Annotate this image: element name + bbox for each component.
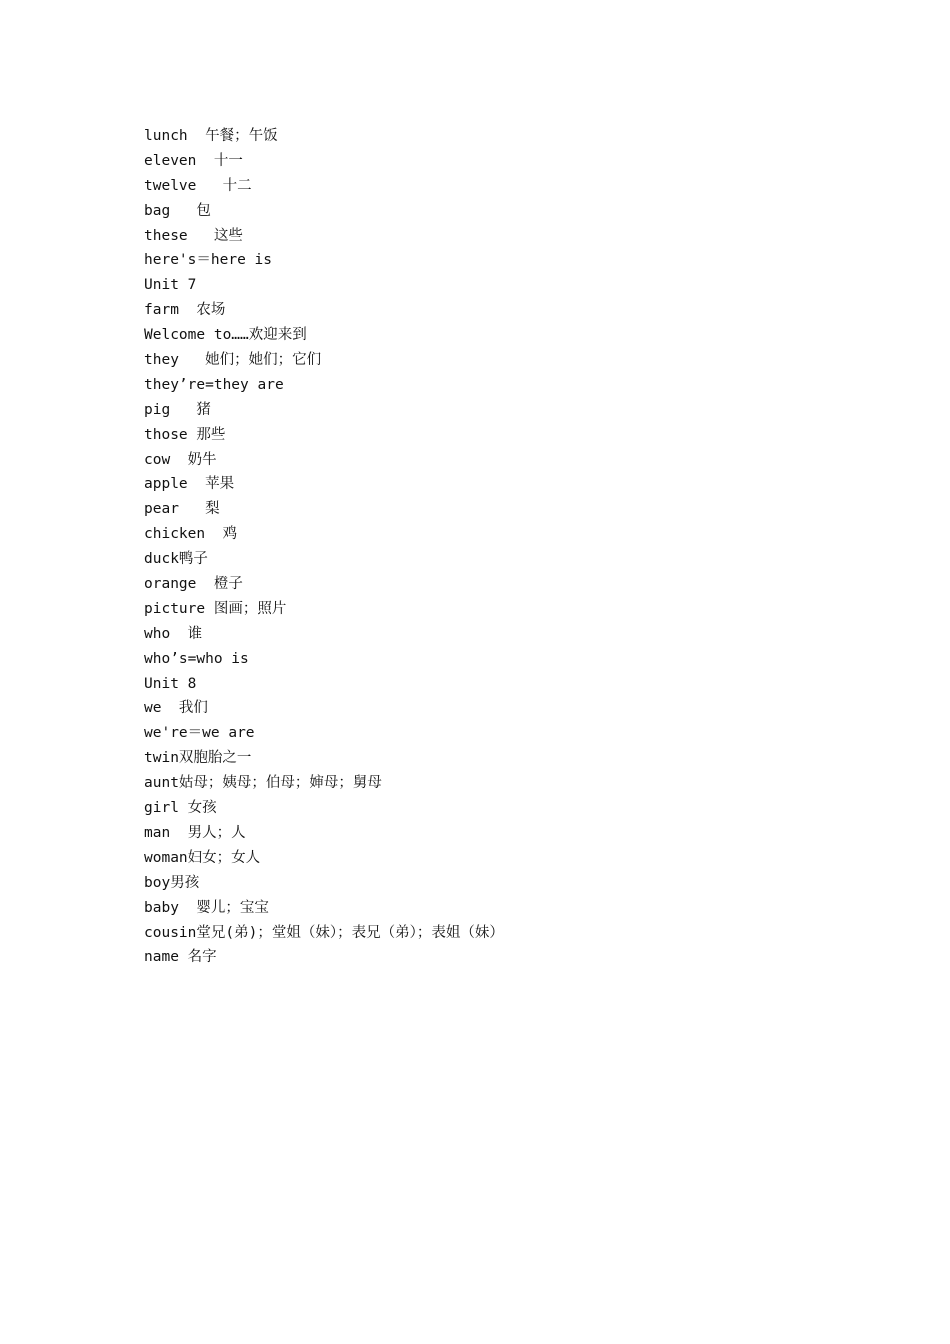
vocab-line: baby 婴儿；宝宝 xyxy=(144,899,269,916)
vocab-line: who 谁 xyxy=(144,625,203,642)
vocab-line: apple 苹果 xyxy=(144,476,235,493)
vocab-line: pear 梨 xyxy=(144,501,220,518)
vocab-line: here's＝here is xyxy=(144,252,272,269)
vocab-line: twelve 十二 xyxy=(144,177,252,194)
vocab-line: those 那些 xyxy=(144,426,226,443)
vocab-line: lunch 午餐；午饭 xyxy=(144,128,278,144)
vocab-line: we 我们 xyxy=(144,700,208,717)
vocab-line: we're＝we are xyxy=(144,725,255,742)
vocab-line: twin双胞胎之一 xyxy=(144,750,252,767)
vocab-line: boy男孩 xyxy=(144,874,200,891)
vocab-line: bag 包 xyxy=(144,202,211,219)
vocabulary-list xyxy=(144,124,504,970)
unit-heading: Unit 8 xyxy=(144,675,197,692)
vocab-line: Welcome to……欢迎来到 xyxy=(144,327,307,344)
vocab-line: they’re=they are xyxy=(144,376,284,393)
vocab-line: farm 农场 xyxy=(144,302,226,319)
vocab-line: orange 橙子 xyxy=(144,576,243,593)
vocab-line: who’s=who is xyxy=(144,650,249,667)
vocab-line: they 她们；她们；它们 xyxy=(144,352,322,369)
vocab-line: cousin堂兄(弟)；堂姐（妹）；表兄（弟）；表姐（妹） xyxy=(144,924,504,941)
vocab-line: picture 图画；照片 xyxy=(144,600,287,617)
vocab-line: these 这些 xyxy=(144,227,243,244)
vocab-line: name 名字 xyxy=(144,949,217,966)
vocab-line: eleven 十一 xyxy=(144,152,243,169)
vocab-line: pig 猪 xyxy=(144,401,211,418)
vocab-line: girl 女孩 xyxy=(144,800,217,817)
vocab-line: cow 奶牛 xyxy=(144,451,217,468)
vocab-line: aunt姑母；姨母；伯母；婶母；舅母 xyxy=(144,775,382,792)
vocab-line: man 男人；人 xyxy=(144,824,246,841)
vocab-line: woman妇女；女人 xyxy=(144,849,261,866)
unit-heading: Unit 7 xyxy=(144,277,197,294)
vocab-line: duck鸭子 xyxy=(144,551,208,568)
vocab-line: chicken 鸡 xyxy=(144,526,238,543)
